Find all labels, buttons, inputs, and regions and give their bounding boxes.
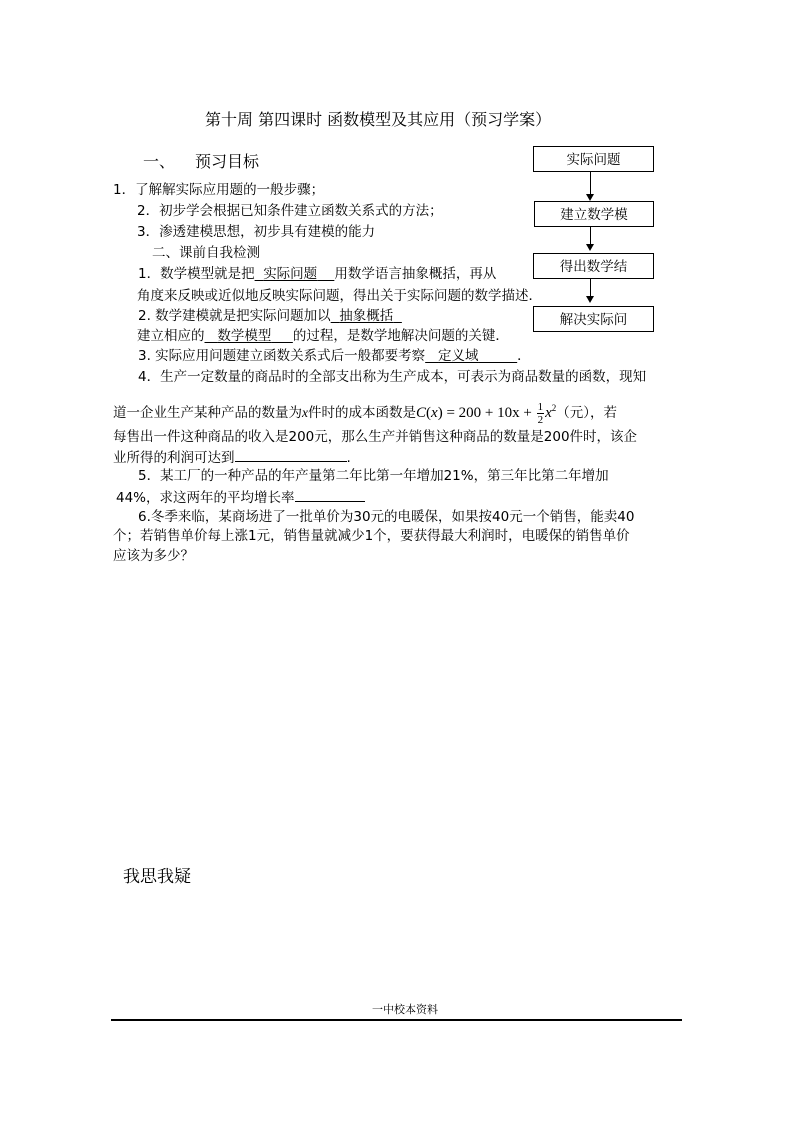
question-3: [138, 347, 531, 365]
section-heading-goals: [143, 149, 259, 172]
question-text: 44%，求这两年的平均增长率: [116, 490, 295, 506]
fraction: [537, 401, 545, 426]
formula-symbol: C: [416, 405, 427, 421]
question-4-line-3: 每售出一件这种商品的收入是200元，那么生产并销售这种商品的数量是200件时，该企: [113, 429, 638, 445]
answer-text: 定义域: [438, 348, 479, 364]
variable-x: x: [302, 405, 308, 420]
arrow-down-icon: [586, 296, 594, 303]
goal-item: 3．渗透建模思想，初步具有建模的能力: [137, 224, 376, 240]
answer-blank: [255, 266, 335, 282]
question-2-line-2: [137, 327, 509, 345]
question-1-line-1: [138, 265, 496, 283]
flow-box-build-model: 建立数学模: [534, 201, 654, 227]
answer-blank: [235, 447, 347, 462]
question-2-line-1: [138, 307, 402, 325]
flow-arrow: [590, 279, 591, 297]
question-text: 件时的成本函数是: [308, 405, 416, 421]
flow-box-real-problem: 实际问题: [533, 146, 654, 172]
question-text: 2. 数学建模就是把实际问题加以: [138, 308, 331, 324]
goal-item: 1．了解解实际应用题的一般步骤；: [113, 182, 325, 198]
formula-text: = 200 + 10x +: [446, 405, 532, 421]
arrow-down-icon: [586, 194, 594, 201]
arrow-down-icon: [586, 244, 594, 251]
formula-symbol: x: [431, 405, 438, 421]
answer-blank: [205, 328, 293, 344]
flow-box-solve-problem: 解决实际问: [533, 306, 654, 332]
flow-arrow: [590, 172, 591, 195]
section-label: 预习目标: [195, 152, 260, 171]
fraction-numerator: 1: [537, 401, 544, 414]
question-5-line-2: [116, 487, 365, 507]
answer-text: 数学模型: [217, 328, 272, 344]
question-text: 用数学语言抽象概括，再从: [334, 266, 497, 282]
answer-blank: [331, 308, 402, 324]
goal-item: 2．初步学会根据已知条件建立函数关系式的方法；: [137, 203, 443, 219]
flow-arrow: [590, 227, 591, 245]
question-6-line-3: 应该为多少？: [113, 548, 194, 564]
formula-symbol: x: [545, 405, 552, 421]
question-text: （元），若: [556, 405, 617, 421]
question-text: 1．数学模型就是把: [138, 266, 255, 282]
question-6-line-1: 6.冬季来临，某商场进了一批单价为30元的电暖保，如果按40元一个销售，能卖40: [138, 509, 635, 525]
reflection-heading: 我思我疑: [123, 867, 191, 887]
question-text: 道一企业生产某种产品的数量为: [113, 405, 302, 421]
footer-divider: [111, 1019, 682, 1021]
answer-text: 实际问题: [263, 266, 318, 282]
question-text: .: [346, 450, 351, 466]
page-title: 第十周 第四课时 函数模型及其应用（预习学案）: [205, 110, 552, 129]
question-4-line-2: [113, 396, 617, 426]
question-5-line-1: 5．某工厂的一种产品的年产量第二年比第一年增加21%，第三年比第二年增加: [138, 468, 609, 484]
question-text: 业所得的利润可达到: [113, 450, 235, 466]
question-text: 的过程，是数学地解决问题的关键．: [292, 328, 509, 344]
question-text: 建立相应的: [137, 328, 205, 344]
question-1-line-2: 角度来反映或近似地反映实际问题，得出关于实际问题的数学描述．: [137, 288, 542, 304]
cost-formula: C(x) = 200 + 10x + $\frac{1}{2}$ $x^2$: [416, 401, 557, 427]
question-6-line-2: 个；若销售单价每上涨1元，销售量就减少1个，要获得最大利润时，电暖保的销售单价: [113, 528, 630, 544]
footer-text: 一中校本资料: [372, 1003, 438, 1016]
question-text: ．: [517, 348, 531, 364]
question-4-line-4: [113, 447, 351, 467]
formula-exponent: 2: [551, 403, 557, 413]
section-heading-selfcheck: 二、课前自我检测: [152, 245, 260, 261]
section-number: 一、: [143, 152, 176, 171]
answer-blank: [295, 487, 365, 502]
answer-text: 抽象概括: [339, 308, 394, 324]
fraction-denominator: 2: [537, 414, 544, 427]
answer-blank: [425, 348, 517, 364]
question-4-line-1: 4．生产一定数量的商品时的全部支出称为生产成本，可表示为商品数量的函数，现知: [138, 369, 647, 385]
question-text: 3. 实际应用问题建立函数关系式后一般都要考察: [138, 348, 426, 364]
flow-box-math-result: 得出数学结: [533, 253, 654, 279]
